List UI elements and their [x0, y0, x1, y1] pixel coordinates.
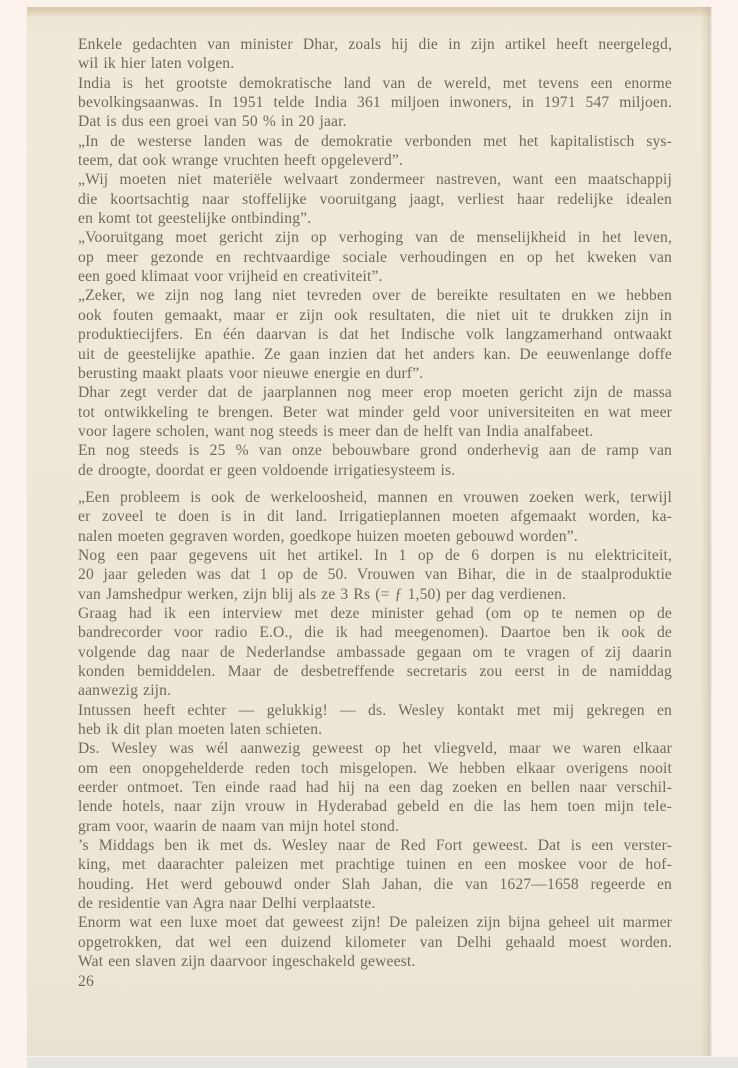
- text-line: de residentie van Agra naar Delhi verplaatste.: [78, 895, 376, 913]
- paragraphs-container: [78, 35, 672, 972]
- text-line: Wat een slaven zijn daarvoor ingeschakeld geweest.: [78, 953, 416, 971]
- text-line: produktiecijfers. En één daarvan is dat het Indische volk langzamerhand ontwaakt: [78, 326, 672, 344]
- text-paragraph: [78, 286, 672, 383]
- text-line: „Wij moeten niet materiële welvaart zondermeer nastreven, want een maatschappij: [78, 171, 672, 189]
- page-number: 26: [78, 972, 94, 990]
- text-paragraph: [78, 488, 672, 546]
- text-line: king, met daarachter paleizen met prachtige tuinen en een moskee voor de hof-: [78, 856, 672, 874]
- text-line: Nog een paar gegevens uit het artikel. In 1 op de 6 dorpen is nu elektriciteit,: [78, 546, 672, 564]
- text-paragraph: [78, 35, 672, 74]
- text-paragraph: [78, 383, 672, 441]
- text-line: konden bemiddelen. Maar de desbetreffende secretaris zou eerst in de namiddag: [78, 663, 672, 680]
- text-paragraph: [78, 74, 672, 132]
- text-line: op meer gezonde en rechtvaardige sociale verhoudingen en op het kweken van: [78, 248, 672, 266]
- text-line: berusting maakt plaats voor nieuwe energie en durf”.: [78, 364, 424, 382]
- text-line: bevolkingsaanwas. In 1951 telde India 361 miljoen inwoners, in 1971 547 miljoen.: [78, 94, 672, 112]
- text-paragraph: [78, 913, 672, 971]
- text-line: En nog steeds is 25 % van onze bebouwbare grond onderhevig aan de ramp van: [78, 442, 672, 460]
- text-line: Enorm wat een luxe moet dat geweest zijn! De paleizen zijn bijna geheel uit marmer: [78, 914, 672, 932]
- text-line: wil ik hier laten volgen.: [78, 55, 235, 73]
- text-line: gram voor, waarin de naam van mijn hotel stond.: [78, 817, 400, 835]
- text-line: ook fouten gemaakt, maar er zijn ook resultaten, die niet uit te drukken zijn in: [78, 306, 672, 324]
- text-line: Intussen heeft echter — gelukkig! — ds. Wesley kontakt met mij gekregen en: [78, 701, 672, 719]
- text-line: lende hotels, naar zijn vrouw in Hyderabad gebeld en die las hem toen mijn tele-: [78, 798, 672, 816]
- text-line: „Zeker, we zijn nog lang niet tevreden over de bereikte resultaten en we hebben: [78, 287, 672, 305]
- text-line: voor lagere scholen, want nog steeds is meer dan de helft van India analfabeet.: [78, 422, 594, 440]
- text-line: van Jamshedpur werken, zijn blij als ze 3 Rs (= ƒ 1,50) per dag verdienen.: [78, 585, 567, 603]
- text-line: Dat is dus een groei van 50 % in 20 jaar.: [78, 113, 347, 131]
- text-line: eerder ontmoet. Ten einde raad had hij na een dag zoeken en bellen naar verschil-: [78, 779, 672, 797]
- text-line: opgetrokken, dat wel een duizend kilometer van Delhi gehaald moest worden.: [78, 933, 672, 951]
- text-paragraph: [78, 739, 672, 836]
- text-line: uit de geestelijke apathie. Ze gaan inzien dat het anders kan. De eeuwenlange doffe: [78, 345, 672, 363]
- text-line: India is het grootste demokratische land van de wereld, met tevens een enorme: [78, 74, 672, 92]
- text-line: en komt tot geestelijke ontbinding”.: [78, 210, 312, 228]
- text-line: „In de westerse landen was de demokratie verbonden met het kapitalistisch sys-: [78, 132, 672, 150]
- text-line: om een onopgehelderde reden toch misgelopen. We hebben elkaar overigens nooit: [78, 759, 672, 777]
- text-line: die koortsachtig naar stoffelijke vooruitgang jaagt, verliest haar redelijke idealen: [78, 190, 672, 208]
- text-line: Ds. Wesley was wél aanwezig geweest op het vliegveld, maar we waren elkaar: [78, 740, 672, 758]
- text-line: bandrecorder voor radio E.O., die ik had meegenomen). Daartoe ben ik ook de: [78, 624, 672, 642]
- text-line: de droogte, doordat er geen voldoende irrigatiesysteem is.: [78, 461, 456, 479]
- text-line: 20 jaar geleden was dat 1 op de 50. Vrouwen van Bihar, die in de staalproduktie: [78, 566, 672, 584]
- text-line: Graag had ik een interview met deze minister gehad (om op te nemen op de: [78, 604, 672, 622]
- text-line: Dhar zegt verder dat de jaarplannen nog meer erop moeten gericht zijn de massa: [78, 384, 672, 402]
- text-line: volgende dag naar de Nederlandse ambassade gegaan om te vragen of zij daarin: [78, 643, 672, 661]
- text-line: nalen moeten gegraven worden, goedkope huizen moeten gebouwd worden”.: [78, 527, 578, 545]
- text-line: ’s Middags ben ik met ds. Wesley naar de Red Fort geweest. Dat is een verster-: [78, 837, 672, 855]
- page-top-edge: [27, 7, 712, 16]
- text-line: „Een probleem is ook de werkeloosheid, mannen en vrouwen zoeken werk, terwijl: [78, 488, 672, 506]
- text-paragraph: [78, 170, 672, 228]
- text-line: Enkele gedachten van minister Dhar, zoals hij die in zijn artikel heeft neergelegd,: [78, 36, 672, 53]
- text-paragraph: [78, 441, 672, 480]
- text-line: een goed klimaat voor vrijheid en creativiteit”.: [78, 268, 383, 286]
- text-paragraph: [78, 701, 672, 740]
- text-line: er zoveel te doen is in dit land. Irrigatieplannen moeten afgemaakt worden, ka-: [78, 508, 672, 526]
- scan-bottom-strip: [27, 1057, 738, 1068]
- text-paragraph: [78, 836, 672, 913]
- text-line: tot ontwikkeling te brengen. Beter wat minder geld voor universiteiten en wat meer: [78, 403, 672, 421]
- text-line: „Vooruitgang moet gericht zijn op verhoging van de menselijkheid in het leven,: [78, 229, 672, 247]
- text-paragraph: [78, 228, 672, 286]
- text-paragraph: [78, 132, 672, 171]
- page-right-edge: [700, 7, 712, 1056]
- text-line: teem, dat ook wrange vruchten heeft opgeleverd”.: [78, 152, 403, 170]
- text-paragraph: [78, 546, 672, 604]
- scanned-book-page: [27, 7, 712, 1056]
- text-block: [78, 35, 672, 991]
- text-line: houding. Het werd gebouwd onder Slah Jahan, die van 1627—1658 regeerde en: [78, 875, 672, 893]
- text-line: heb ik dit plan moeten laten schieten.: [78, 721, 323, 739]
- text-paragraph: [78, 604, 672, 701]
- text-line: aanwezig zijn.: [78, 682, 172, 700]
